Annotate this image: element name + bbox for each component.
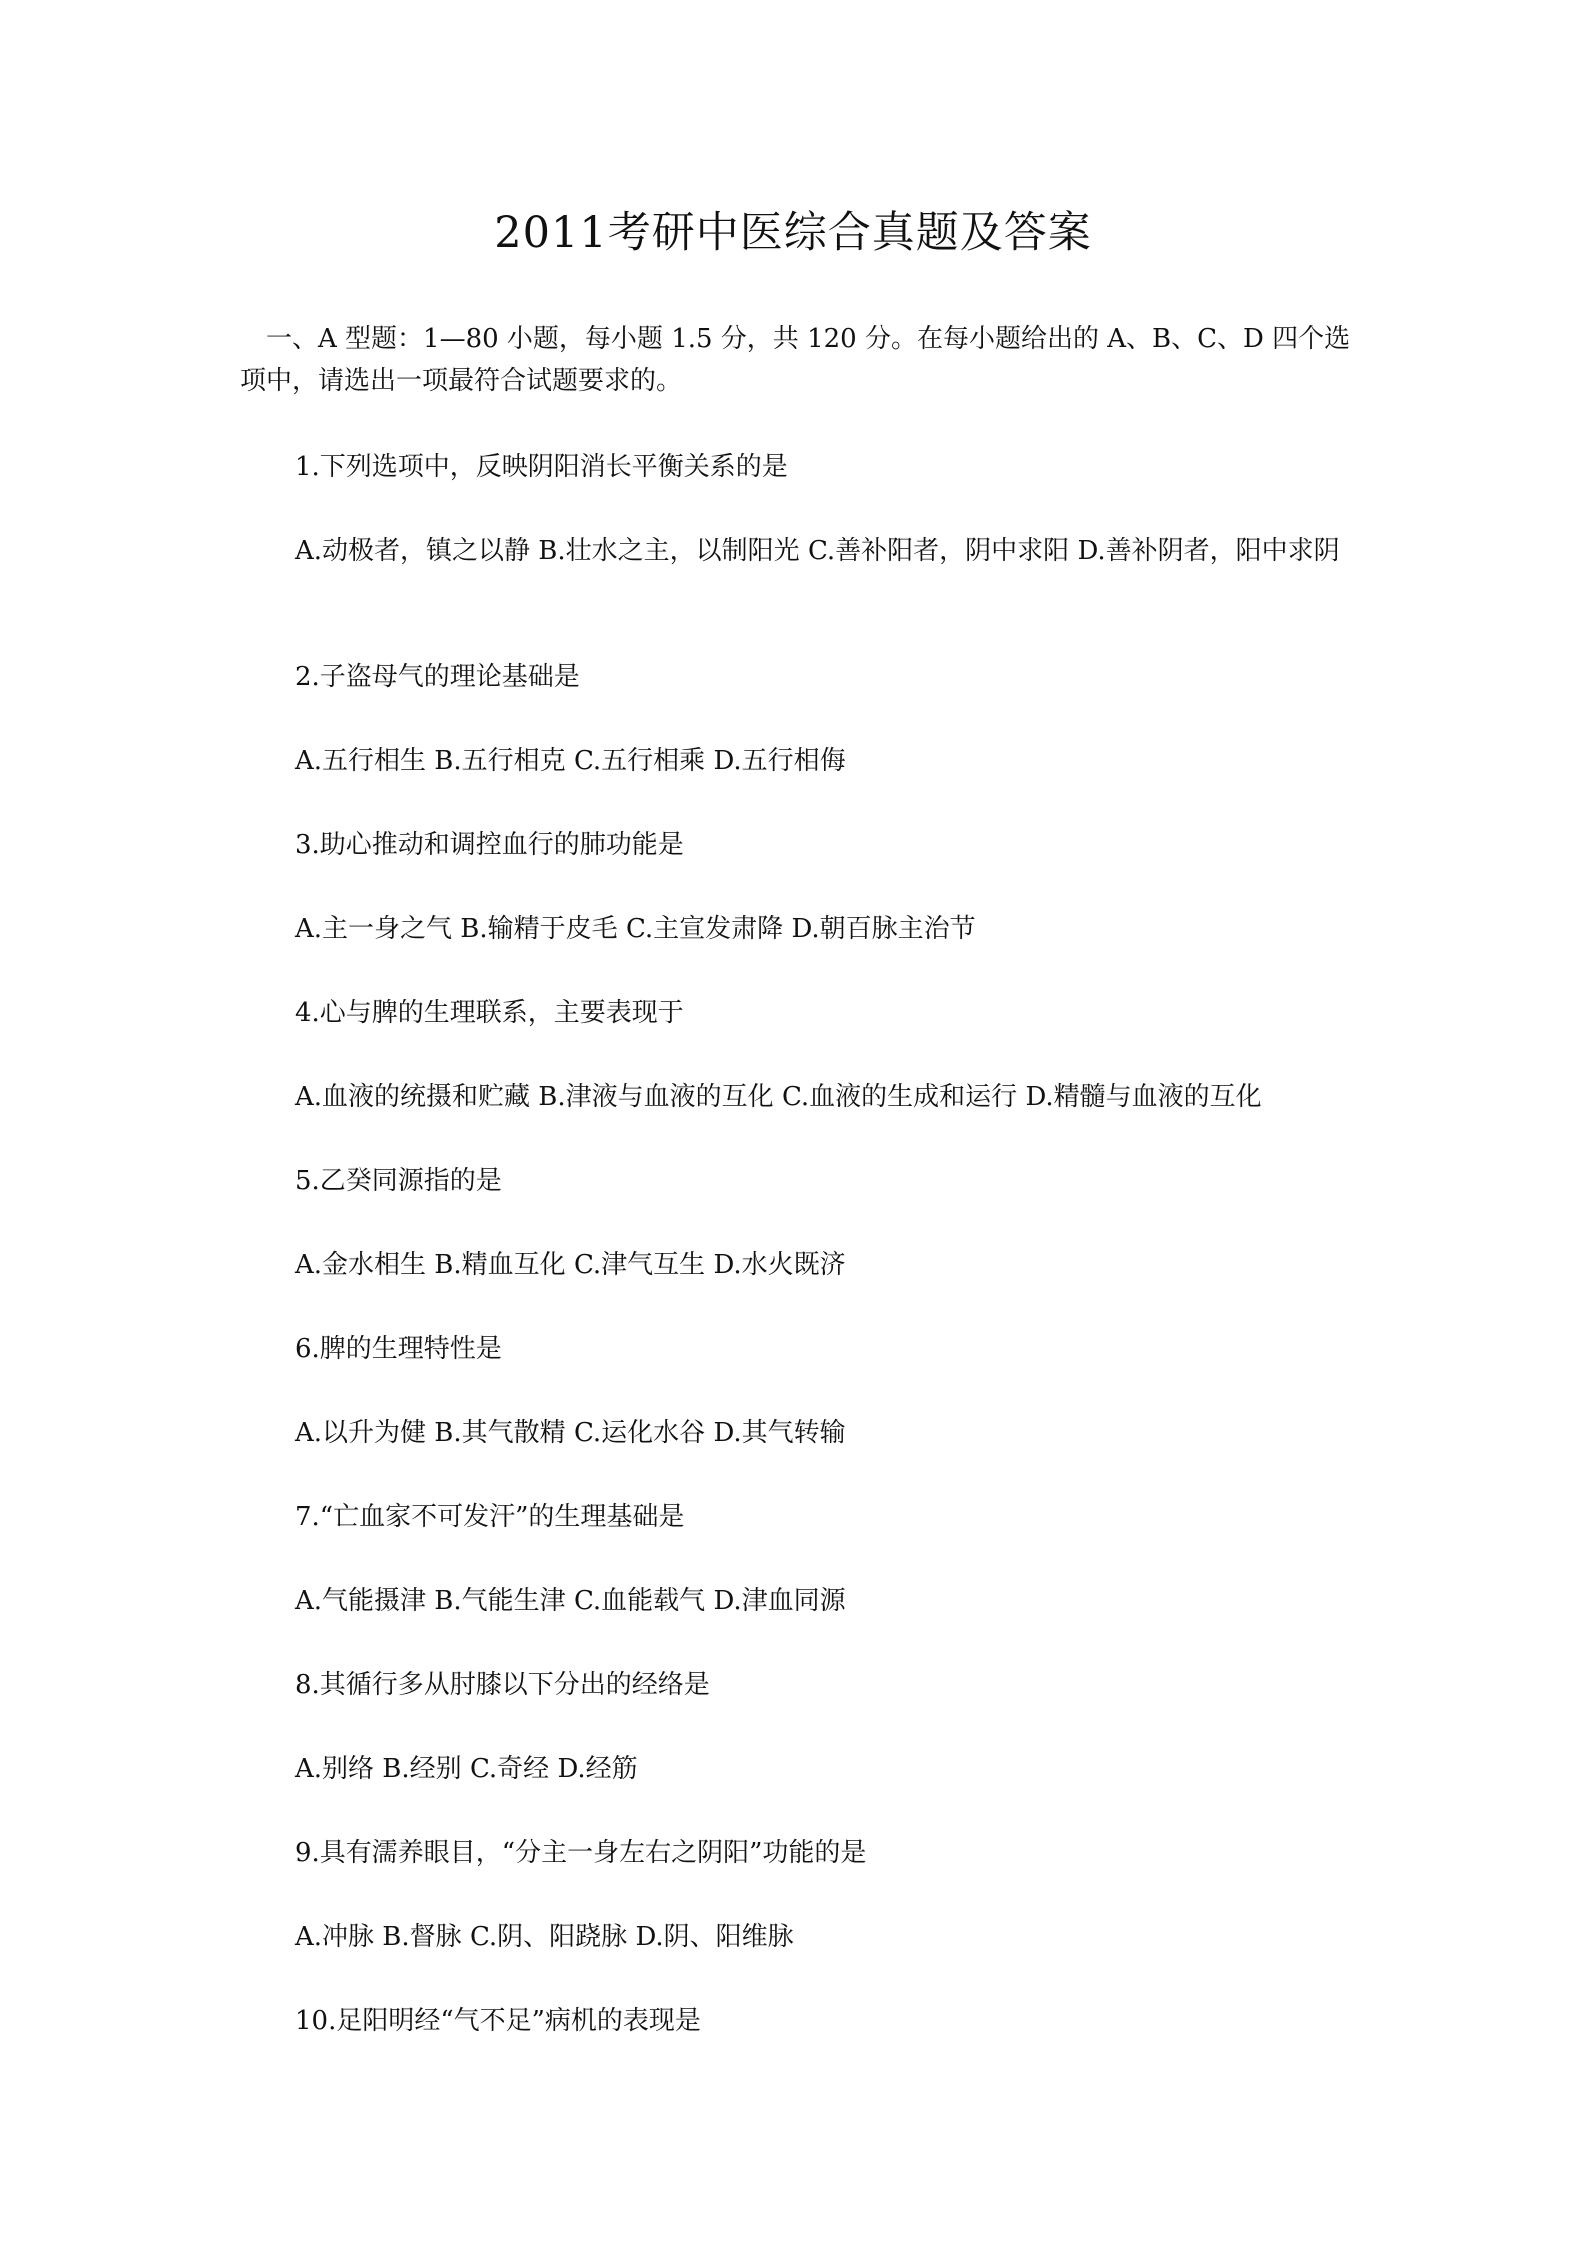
question-stem: 5.乙癸同源指的是 (295, 1166, 502, 1196)
question-stem: 1.下列选项中，反映阴阳消长平衡关系的是 (295, 452, 788, 482)
question-stem: 6.脾的生理特性是 (295, 1334, 502, 1364)
question-options: A.气能摄津 B.气能生津 C.血能载气 D.津血同源 (295, 1586, 846, 1616)
question-options: A.五行相生 B.五行相克 C.五行相乘 D.五行相侮 (295, 746, 846, 776)
question-options: A.以升为健 B.其气散精 C.运化水谷 D.其气转输 (295, 1418, 846, 1448)
question-options: A.别络 B.经别 C.奇经 D.经筋 (295, 1754, 638, 1784)
section-intro: 一、A 型题：1—80 小题，每小题 1.5 分，共 120 分。在每小题给出的 A、B、C、D 四个选项中，请选出一项最符合试题要求的。 (240, 324, 1351, 396)
question-stem: 2.子盗母气的理论基础是 (295, 662, 580, 692)
question-stem: 10.足阳明经“气不足”病机的表现是 (295, 2006, 701, 2036)
question-options: A.血液的统摄和贮藏 B.津液与血液的互化 C.血液的生成和运行 D.精髓与血液的互化 (295, 1082, 1262, 1112)
question-options: A.冲脉 B.督脉 C.阴、阳跷脉 D.阴、阳维脉 (295, 1922, 794, 1952)
question-stem: 8.其循行多从肘膝以下分出的经络是 (295, 1670, 710, 1700)
question-stem: 4.心与脾的生理联系，主要表现于 (295, 998, 684, 1028)
question-stem: 3.助心推动和调控血行的肺功能是 (295, 830, 684, 860)
question-stem: 9.具有濡养眼目，“分主一身左右之阴阳”功能的是 (295, 1838, 867, 1868)
question-stem: 7.“亡血家不可发汗”的生理基础是 (295, 1502, 685, 1532)
question-options: A.主一身之气 B.输精于皮毛 C.主宣发肃降 D.朝百脉主治节 (295, 914, 976, 944)
question-options: A.动极者，镇之以静 B.壮水之主，以制阳光 C.善补阳者，阴中求阳 D.善补阴者，阳中求阴 (295, 536, 1340, 566)
question-options: A.金水相生 B.精血互化 C.津气互生 D.水火既济 (295, 1250, 846, 1280)
document-title: 2011考研中医综合真题及答案 (494, 208, 1092, 258)
